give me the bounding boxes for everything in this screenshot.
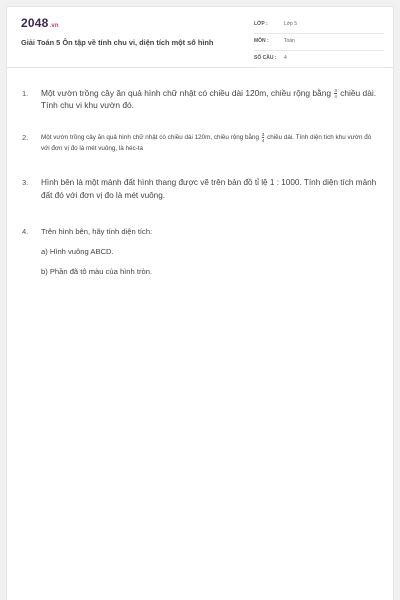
meta-key: MÔN : xyxy=(254,38,269,44)
question-text-part: Một vườn trồng cây ăn quả hình chữ nhật có chiều dài 120m, chiều rộng bằng xyxy=(41,88,332,98)
question-text-part: Một vườn trồng cây ăn quả hình chữ nhật có chiều dài 120m, chiều rộng bằng xyxy=(41,134,260,142)
meta-value: Toán xyxy=(284,38,295,44)
fraction xyxy=(334,88,337,99)
meta-row-subject xyxy=(254,35,384,51)
question-text-part: chiều dài. Tính diện tích khu vườn đó với đơn vị đo là mét vuông, là héc-ta xyxy=(41,134,372,153)
question-number: 2. xyxy=(22,133,29,142)
fraction-denominator: 4 xyxy=(261,138,265,143)
meta-value: 4 xyxy=(284,55,287,61)
site-logo[interactable] xyxy=(21,16,59,30)
logo-suffix: .vn xyxy=(49,23,59,29)
fraction-numerator: 3 xyxy=(261,132,265,137)
question-number: 3. xyxy=(22,178,29,187)
fraction xyxy=(262,132,265,143)
worksheet-page xyxy=(6,6,394,600)
meta-row-class xyxy=(254,18,384,34)
sub-item-b: b) Phần đã tô màu của hình tròn. xyxy=(41,267,153,276)
question-text xyxy=(41,87,381,111)
question-number: 4. xyxy=(22,227,29,236)
meta-row-question-count xyxy=(254,52,384,68)
meta-key: LỚP : xyxy=(254,21,268,27)
question-text xyxy=(41,226,381,277)
meta-key: SỐ CÂU : xyxy=(254,55,277,61)
question-text: Hình bên là một mảnh đất hình thang được vẽ trên bản đồ tỉ lệ 1 : 1000. Tính diện tích mảnh đất đó với đơn vị đo là mét vuông. xyxy=(41,178,377,200)
fraction-denominator: 4 xyxy=(334,94,337,100)
meta-info xyxy=(254,18,384,69)
question-text-part: chiều dài. Tính chu vi khu vườn đó. xyxy=(41,88,377,111)
meta-value: Lớp 5 xyxy=(284,21,298,27)
worksheet-header xyxy=(7,7,393,68)
question-text-part: Trên hình bên, hãy tính diện tích: xyxy=(41,227,153,236)
page-title: Giải Toán 5 Ôn tập về tính chu vi, diện tích một số hình xyxy=(21,38,214,47)
sub-item-a: a) Hình vuông ABCD. xyxy=(41,247,114,256)
logo-main-text: 2048 xyxy=(21,16,49,30)
question-number: 1. xyxy=(22,89,29,98)
fraction-numerator: 3 xyxy=(334,88,337,94)
question-text xyxy=(41,132,381,154)
